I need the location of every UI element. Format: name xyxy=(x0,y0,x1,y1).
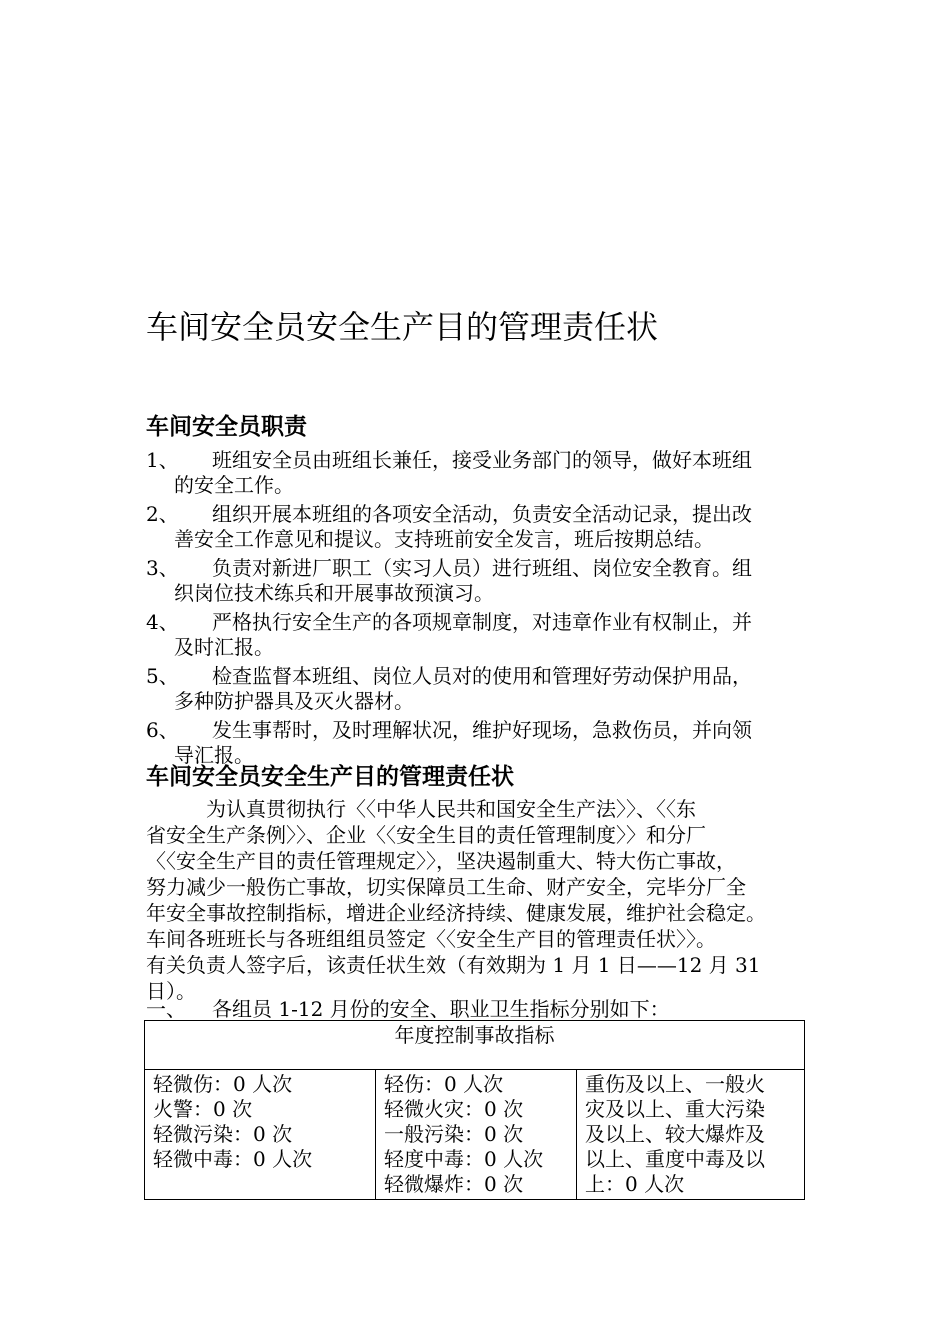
indicator-line: 轻度中毒：0 人次 xyxy=(384,1147,544,1171)
paragraph-line: 车间各班班长与各班组组员签定〈〈安全生产目的管理责任状〉〉。 xyxy=(146,927,716,951)
indicator-line: 轻微中毒：0 人次 xyxy=(153,1147,313,1171)
indicator-intro-number: 一、 xyxy=(146,997,186,1021)
duty-number: 5、 xyxy=(146,664,179,688)
duty-number: 3、 xyxy=(146,556,179,580)
indicator-intro-text: 各组员 1-12 月份的安全、职业卫生指标分别如下： xyxy=(212,997,670,1021)
duty-item xyxy=(146,502,826,552)
duty-item xyxy=(146,556,826,606)
indicator-line: 轻微伤：0 人次 xyxy=(153,1072,293,1096)
duty-number: 1、 xyxy=(146,448,179,472)
section-heading-responsibility: 车间安全员安全生产目的管理责任状 xyxy=(146,764,514,790)
indicator-line: 轻伤：0 人次 xyxy=(384,1072,504,1096)
indicator-line: 轻微爆炸：0 次 xyxy=(384,1172,524,1196)
duty-text-line: 发生事帮时，及时理解状况，维护好现场，急救伤员，并向领 xyxy=(212,718,752,742)
indicator-line: 灾及以上、重大污染 xyxy=(585,1097,765,1121)
duty-text-line: 导汇报。 xyxy=(174,743,254,767)
section-heading-duties: 车间安全员职责 xyxy=(146,414,307,440)
paragraph-line: 省安全生产条例〉〉、企业〈〈安全生目的责任管理制度〉〉和分厂 xyxy=(146,823,706,847)
paragraph-line: 为认真贯彻执行〈〈中华人民共和国安全生产法〉〉、〈〈东 xyxy=(146,797,696,821)
duties-list xyxy=(146,448,826,772)
indicator-line: 重伤及以上、一般火 xyxy=(585,1072,765,1096)
duty-text-line: 负责对新进厂职工（实习人员）进行班组、岗位安全教育。组 xyxy=(212,556,752,580)
document-title: 车间安全员安全生产目的管理责任状 xyxy=(146,308,659,346)
duty-text-line: 组织开展本班组的各项安全活动，负责安全活动记录，提出改 xyxy=(212,502,752,526)
indicator-line: 及以上、较大爆炸及 xyxy=(585,1122,765,1146)
indicator-line: 以上、重度中毒及以 xyxy=(585,1147,765,1171)
paragraph-line: 有关负责人签字后，该责任状生效（有效期为 1 月 1 日——12 月 31 xyxy=(146,953,761,977)
accident-control-table xyxy=(144,1020,805,1200)
table-cell-light xyxy=(376,1070,577,1200)
responsibility-paragraph xyxy=(146,796,836,1004)
indicator-line: 轻微污染：0 次 xyxy=(153,1122,293,1146)
table-row xyxy=(145,1070,805,1200)
paragraph-line: 努力减少一般伤亡事故，切实保障员工生命、财产安全，完毕分厂全 xyxy=(146,875,746,899)
duty-text-line: 检查监督本班组、岗位人员对的使用和管理好劳动保护用品， xyxy=(212,664,752,688)
duty-text-line: 善安全工作意见和提议。支持班前安全发言，班后按期总结。 xyxy=(174,527,714,551)
duty-text-line: 严格执行安全生产的各项规章制度，对违章作业有权制止，并 xyxy=(212,610,752,634)
indicator-line: 上：0 人次 xyxy=(585,1172,685,1196)
table-cell-minor xyxy=(145,1070,376,1200)
table-header-row xyxy=(145,1021,805,1070)
indicator-line: 火警：0 次 xyxy=(153,1097,253,1121)
duty-item xyxy=(146,610,826,660)
indicator-line: 轻微火灾：0 次 xyxy=(384,1097,524,1121)
duty-item xyxy=(146,448,826,498)
paragraph-line: 〈〈安全生产目的责任管理规定〉〉，坚决遏制重大、特大伤亡事故， xyxy=(146,849,736,873)
indicator-line: 一般污染：0 次 xyxy=(384,1122,524,1146)
duty-number: 4、 xyxy=(146,610,179,634)
duty-item xyxy=(146,664,826,714)
table-header-cell: 年度控制事故指标 xyxy=(145,1021,805,1070)
duty-text-line: 的安全工作。 xyxy=(174,473,294,497)
duty-text-line: 及时汇报。 xyxy=(174,635,274,659)
table-cell-severe xyxy=(577,1070,805,1200)
paragraph-line: 年安全事故控制指标，增进企业经济持续、健康发展，维护社会稳定。 xyxy=(146,901,766,925)
paragraph-line: 日）。 xyxy=(146,979,196,1003)
duty-number: 6、 xyxy=(146,718,179,742)
duty-number: 2、 xyxy=(146,502,179,526)
duty-text-line: 多种防护器具及灭火器材。 xyxy=(174,689,414,713)
duty-text-line: 织岗位技术练兵和开展事故预演习。 xyxy=(174,581,494,605)
duty-text-line: 班组安全员由班组长兼任，接受业务部门的领导，做好本班组 xyxy=(212,448,752,472)
indicator-intro xyxy=(146,996,670,1022)
